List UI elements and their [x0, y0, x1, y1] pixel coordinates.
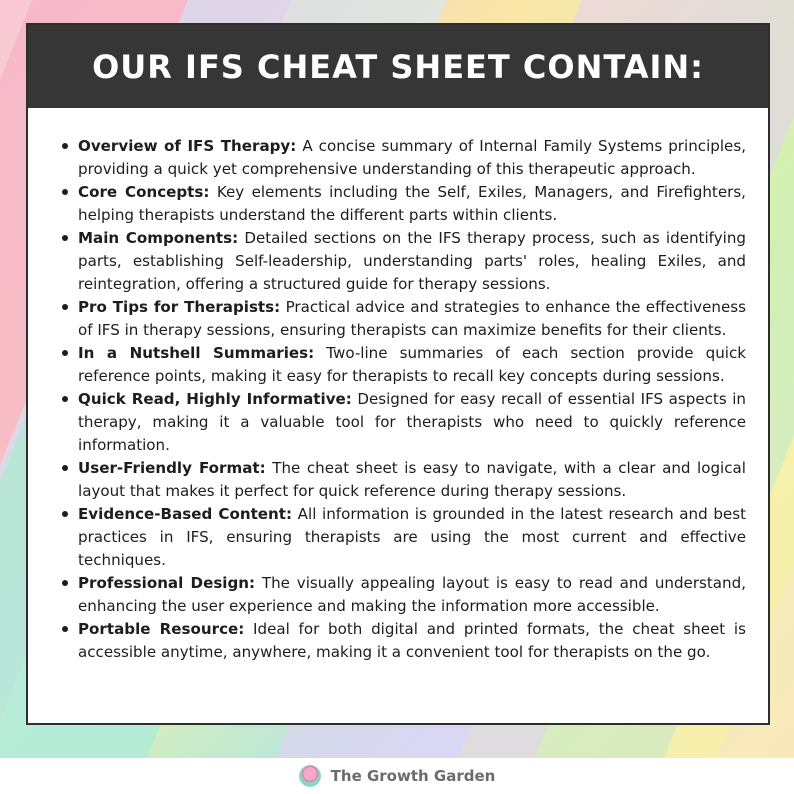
bullet-icon: [62, 396, 68, 402]
bullet-icon: [62, 580, 68, 586]
feature-description: Practical advice and strategies to enhance the effectiveness of IFS in therapy sessions, ensuring therapists can maximize benefits for their clients.: [78, 298, 746, 339]
feature-description: All information is grounded in the latest research and best practices in IFS, ensuring therapists are using the most current and effective techniques.: [78, 505, 747, 569]
bullet-icon: [62, 189, 68, 195]
card-header: [28, 25, 768, 108]
bullet-icon: [62, 465, 68, 471]
feature-item: [60, 296, 746, 342]
bullet-icon: [62, 235, 68, 241]
bullet-icon: [62, 511, 68, 517]
bullet-icon: [62, 143, 68, 149]
brain-flower-icon: [299, 765, 321, 787]
feature-item: [60, 572, 746, 618]
feature-term: Overview of IFS Therapy:: [78, 137, 297, 155]
bullet-icon: [62, 304, 68, 310]
feature-term: Evidence-Based Content:: [78, 505, 293, 523]
feature-description: Ideal for both digital and printed formats, the cheat sheet is accessible anytime, anywhere, making it a convenient tool for therapists on the go.: [78, 620, 746, 661]
feature-item: [60, 227, 746, 296]
feature-item: [60, 457, 746, 503]
feature-item: [60, 181, 746, 227]
feature-description: Two-line summaries of each section provide quick reference points, making it easy for therapists to recall key concepts during sessions.: [78, 344, 746, 385]
feature-term: Main Components:: [78, 229, 239, 247]
feature-card: [26, 23, 770, 725]
feature-term: Professional Design:: [78, 574, 256, 592]
footer: [0, 758, 794, 794]
feature-description: The visually appealing layout is easy to read and understand, enhancing the user experience and making the information more accessible.: [78, 574, 746, 615]
page-title: OUR IFS CHEAT SHEET CONTAIN:: [92, 47, 704, 86]
feature-term: Quick Read, Highly Informative:: [78, 390, 352, 408]
bullet-icon: [62, 626, 68, 632]
feature-description: Key elements including the Self, Exiles, Managers, and Firefighters, helping therapists understand the different parts within clients.: [78, 183, 746, 224]
feature-term: In a Nutshell Summaries:: [78, 344, 315, 362]
feature-item: [60, 618, 746, 664]
brand: [299, 765, 496, 787]
bullet-icon: [62, 350, 68, 356]
feature-item: [60, 388, 746, 457]
card-content: [60, 135, 746, 664]
feature-term: Portable Resource:: [78, 620, 245, 638]
feature-item: [60, 135, 746, 181]
feature-description: A concise summary of Internal Family Systems principles, providing a quick yet comprehensive understanding of this therapeutic approach.: [78, 137, 746, 178]
feature-description: The cheat sheet is easy to navigate, with a clear and logical layout that makes it perfect for quick reference during therapy sessions.: [78, 459, 746, 500]
feature-description: Designed for easy recall of essential IFS aspects in therapy, making it a valuable tool for therapists who need to quickly reference information.: [78, 390, 746, 454]
feature-term: Core Concepts:: [78, 183, 210, 201]
feature-term: Pro Tips for Therapists:: [78, 298, 281, 316]
feature-term: User-Friendly Format:: [78, 459, 266, 477]
feature-description: Detailed sections on the IFS therapy process, such as identifying parts, establishing Self-leadership, understanding parts' roles, healing Exiles, and reintegration, offering a structured guide for therapy sessions.: [78, 229, 746, 293]
feature-item: [60, 503, 746, 572]
brand-name: The Growth Garden: [330, 767, 496, 785]
feature-list: [60, 135, 746, 664]
feature-item: [60, 342, 746, 388]
